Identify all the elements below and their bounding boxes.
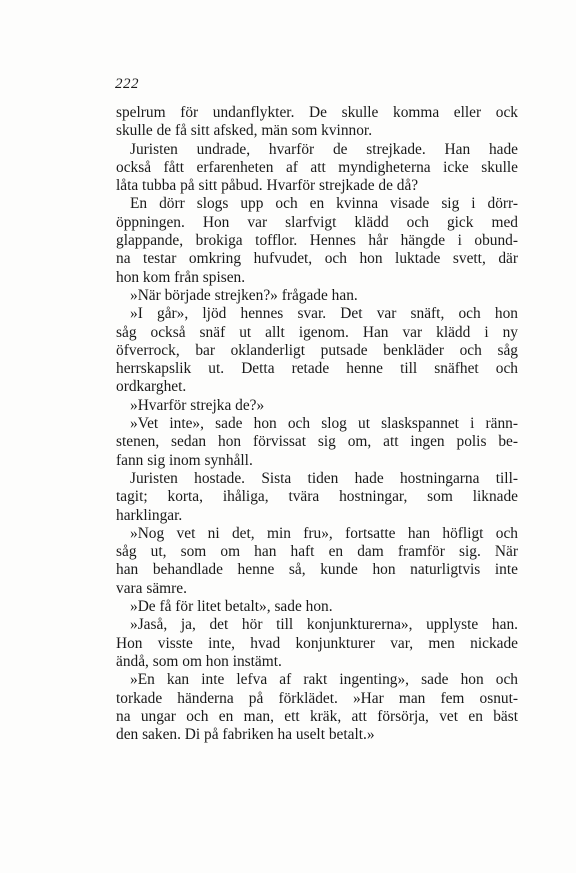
text-line: också fått erfarenheten af att myndigheterna icke skulle bbox=[116, 158, 518, 176]
text-line: ordkarghet. bbox=[116, 378, 187, 396]
text-line: »I går», ljöd hennes svar. Det var snäft, och hon bbox=[130, 305, 518, 323]
text-line: Juristen hostade. Sista tiden hade hostningarna till- bbox=[130, 469, 518, 487]
text-line: »Nog vet ni det, min fru», fortsatte han höfligt och bbox=[130, 524, 518, 542]
text-line: ändå, som om hon instämt. bbox=[116, 652, 282, 670]
text-line: En dörr slogs upp och en kvinna visade sig i dörr- bbox=[130, 195, 518, 213]
text-line: skulle de få sitt afsked, män som kvinnor. bbox=[116, 122, 373, 140]
text-line: na testar omkring hufvudet, och hon luktade svett, där bbox=[116, 250, 518, 268]
body-text bbox=[116, 104, 518, 744]
text-line: hon kom från spisen. bbox=[116, 268, 246, 286]
text-line: »Jaså, ja, det hör till konjunkturerna», upplyste han. bbox=[130, 616, 518, 634]
text-line: spelrum för undanflykter. De skulle komma eller ock bbox=[116, 104, 518, 121]
text-line: herrskapslik ut. Detta retade henne till snäfhet och bbox=[116, 360, 518, 378]
text-line: »En kan inte lefva af rakt ingenting», sade hon och bbox=[130, 671, 518, 689]
text-line: glappande, brokiga tofflor. Hennes hår hängde i obund- bbox=[116, 232, 518, 250]
text-line: Juristen undrade, hvarför de strejkade. Han hade bbox=[130, 140, 518, 158]
text-line: såg också snäf ut allt igenom. Han var klädd i ny bbox=[116, 323, 518, 341]
text-line: »De få för litet betalt», sade hon. bbox=[130, 598, 333, 616]
text-line: tagit; korta, ihåliga, tvära hostningar, som liknade bbox=[116, 488, 518, 506]
text-line: fann sig inom synhåll. bbox=[116, 451, 253, 469]
text-line: såg ut, som om han haft en dam framför sig. När bbox=[116, 543, 518, 561]
text-line: låta tubba på sitt påbud. Hvarför strejkade de då? bbox=[116, 177, 419, 195]
text-line: öfverrock, bar oklanderligt putsade benkläder och såg bbox=[116, 341, 518, 359]
text-line: na ungar och en man, ett kräk, att försörja, vet en bäst bbox=[116, 707, 518, 725]
page-number: 222 bbox=[115, 76, 139, 92]
text-line: torkade händerna på förklädet. »Har man fem osnut- bbox=[116, 689, 518, 707]
text-line: Hon visste inte, hvad konjunkturer var, men nickade bbox=[116, 634, 518, 652]
text-line: den saken. Di på fabriken ha uselt betalt.» bbox=[116, 726, 375, 744]
text-line: »När började strejken?» frågade han. bbox=[130, 286, 358, 304]
text-line: öppningen. Hon var slarfvigt klädd och gick med bbox=[116, 213, 518, 231]
text-line: han behandlade henne så, kunde hon naturligtvis inte bbox=[116, 561, 518, 579]
text-line: »Vet inte», sade hon och slog ut slaskspannet i ränn- bbox=[130, 415, 518, 433]
text-line: harklingar. bbox=[116, 506, 183, 524]
text-line: vara sämre. bbox=[116, 579, 187, 597]
text-line: »Hvarför strejka de?» bbox=[130, 396, 265, 414]
text-line: stenen, sedan hon förvissat sig om, att ingen polis be- bbox=[116, 433, 518, 451]
